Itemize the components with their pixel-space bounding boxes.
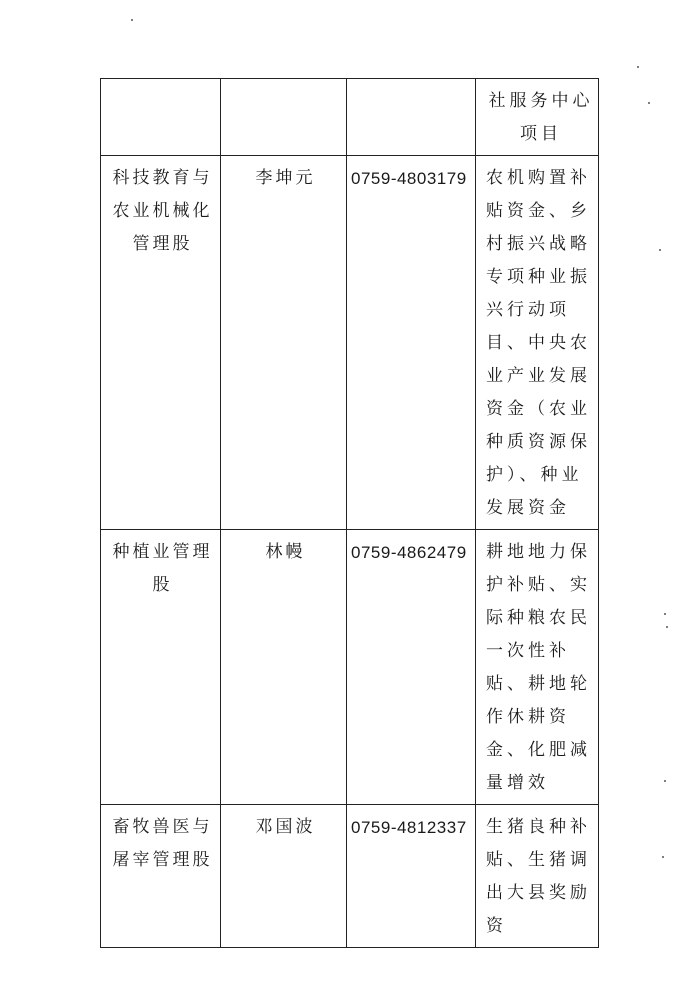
dept-cell: 畜牧兽医与屠宰管理股 [101,805,221,948]
name-cell [221,79,347,156]
name-cell: 林幔 [221,530,347,805]
project-cell: 生猪良种补贴、生猪调出大县奖励资 [476,805,599,948]
table-row [101,805,599,948]
name-cell: 邓国波 [221,805,347,948]
project-cell: 农机购置补贴资金、乡村振兴战略专项种业振兴行动项目、中央农业产业发展资金（农业种质资源保护）、种业发展资金 [476,156,599,530]
scan-speck [664,613,666,615]
scan-speck [662,856,664,858]
scan-speck [131,19,133,21]
scan-speck [648,102,650,104]
project-cell: 社服务中心项目 [476,79,599,156]
phone-cell: 0759-4803179 [347,156,476,530]
phone-cell: 0759-4862479 [347,530,476,805]
scan-speck [664,780,666,782]
dept-cell: 科技教育与农业机械化管理股 [101,156,221,530]
table-row [101,530,599,805]
dept-cell [101,79,221,156]
table-row [101,156,599,530]
dept-cell: 种植业管理股 [101,530,221,805]
table-row [101,79,599,156]
name-cell: 李坤元 [221,156,347,530]
project-cell: 耕地地力保护补贴、实际种粮农民一次性补贴、耕地轮作休耕资金、化肥减量增效 [476,530,599,805]
scan-speck [666,626,668,628]
contact-table [100,78,599,948]
phone-cell: 0759-4812337 [347,805,476,948]
phone-cell [347,79,476,156]
scan-speck [659,249,661,251]
scan-speck [637,66,639,68]
